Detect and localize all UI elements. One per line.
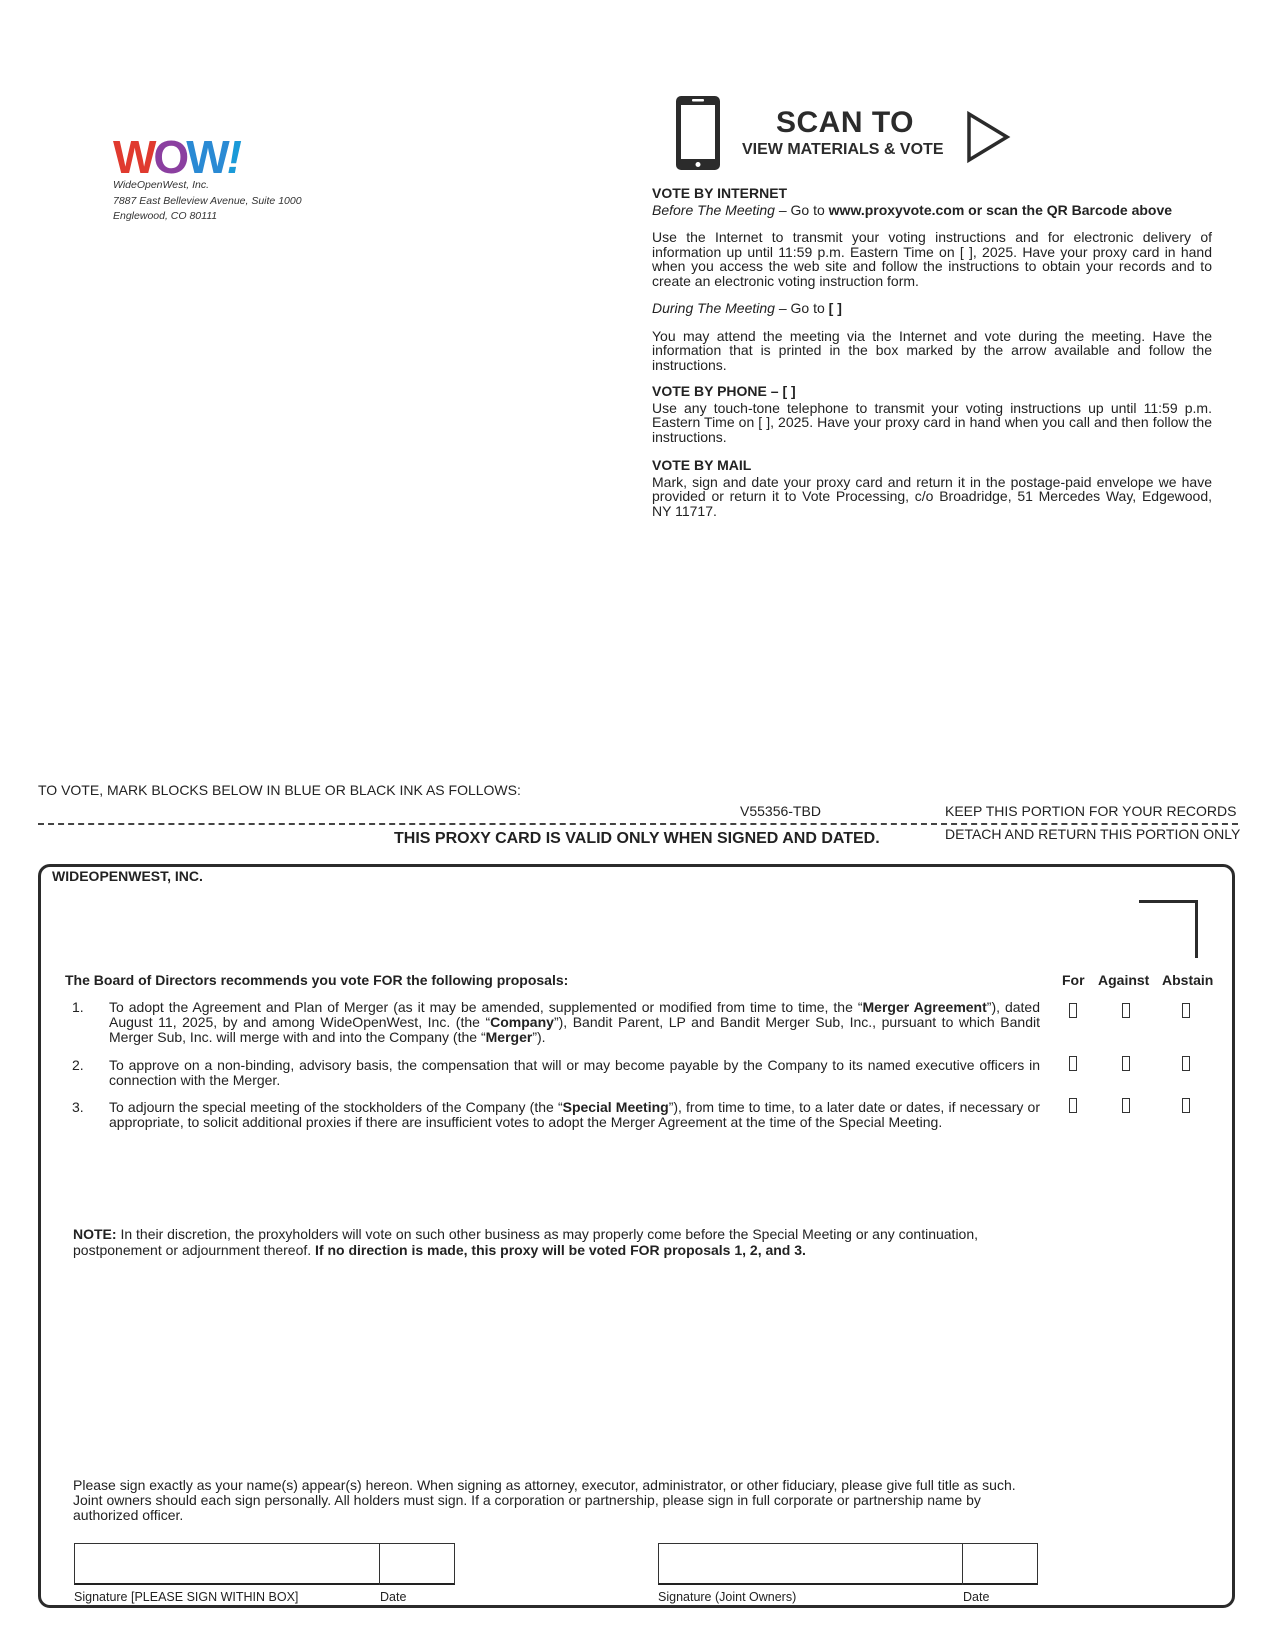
before-meeting-text: Use the Internet to transmit your voting instructions and for electronic delivery of information up until 11:59 p.m. Eastern Time on [ ], 2025. Have your proxy card in hand when you access the web site and follow the instructions to obtain your records and to create an electronic voting instruction form.: [652, 229, 1212, 289]
proposal-text-part: ”), Bandit Parent, LP and Bandit Merger Sub, Inc., pursuant to which Bandit Merger Sub, Inc. will merge with and into the Company (the “: [109, 1014, 1040, 1045]
proposal-text-part: To adopt the Agreement and Plan of Merger (as it may be amended, supplemented or modified from time to time, the “: [109, 999, 863, 1015]
proxyvote-link[interactable]: www.proxyvote.com or scan the QR Barcode above: [828, 201, 1173, 218]
keep-portion-label: KEEP THIS PORTION FOR YOUR RECORDS: [945, 803, 1237, 819]
proposal-2-against-checkbox[interactable]: [1122, 1056, 1130, 1071]
during-meeting-label: During The Meeting: [652, 300, 775, 316]
note-text: In their discretion, the proxyholders will vote on such other business as may properly come before the Special Meeting or any continuation, postponement or adjournment thereof.: [73, 1226, 979, 1258]
before-meeting-line: [652, 203, 1212, 218]
date-divider: [379, 1543, 380, 1585]
vote-phone-section: [652, 384, 1212, 444]
proposal-text-part: ”), dated August 11, 2025, by and among WideOpenWest, Inc. (the “: [109, 999, 1041, 1030]
proposal-text: To approve on a non-binding, advisory basis, the compensation that will or may become payable by the Company to its named executive officers in connection with the Merger.: [109, 1057, 1040, 1088]
proposal-bold-term: Company: [490, 1014, 554, 1030]
company-address: [113, 178, 302, 225]
proposal-3: [72, 1100, 1040, 1130]
valid-notice: THIS PROXY CARD IS VALID ONLY WHEN SIGNED AND DATED.: [394, 830, 880, 847]
scan-subtitle: VIEW MATERIALS & VOTE: [742, 141, 944, 158]
proposal-number: 1.: [72, 999, 84, 1015]
proposal-bold-term: Merger Agreement: [862, 999, 987, 1015]
sign-instructions: Please sign exactly as your name(s) appear(s) hereon. When signing as attorney, executor, administrator, or other fiduciary, please give full title as such. Joint owners should each sign personally. All holders must sign. If a corporation or partnership, please sign in full corporate or partnership name by authorized officer.: [73, 1477, 1016, 1523]
proposal-3-for-checkbox[interactable]: [1069, 1098, 1077, 1113]
proposal-bold-term: Merger: [485, 1029, 533, 1045]
proposal-text-part: To adjourn the special meeting of the stockholders of the Company (the “: [109, 1099, 563, 1115]
mark-blocks-instruction: TO VOTE, MARK BLOCKS BELOW IN BLUE OR BLACK INK AS FOLLOWS:: [38, 782, 521, 798]
before-meeting-dash: – Go to: [774, 201, 829, 218]
vote-mail-heading: VOTE BY MAIL: [652, 457, 752, 473]
column-abstain: Abstain: [1162, 972, 1214, 988]
signature-box[interactable]: [74, 1543, 455, 1585]
marker-corner: [1139, 900, 1198, 958]
vote-internet-section: [652, 186, 1212, 372]
proposal-1-against-checkbox[interactable]: [1122, 1003, 1130, 1018]
column-against: Against: [1098, 972, 1150, 988]
before-meeting-label: Before The Meeting: [652, 201, 775, 218]
proposal-3-against-checkbox[interactable]: [1122, 1098, 1130, 1113]
proposal-1-abstain-checkbox[interactable]: [1182, 1003, 1190, 1018]
column-for: For: [1062, 972, 1085, 988]
detach-dashed-line: [38, 823, 1238, 825]
vote-mail-text: Mark, sign and date your proxy card and return it in the postage-paid envelope we have provided or return it to Vote Processing, c/o Broadridge, 51 Mercedes Way, Edgewood, NY 11717.: [652, 473, 1212, 519]
note-paragraph: [73, 1226, 1013, 1258]
proposal-number: 3.: [72, 1099, 84, 1115]
proposal-3-abstain-checkbox[interactable]: [1182, 1098, 1190, 1113]
during-meeting-dash: – Go to: [774, 300, 829, 316]
board-recommendation: The Board of Directors recommends you vote FOR the following proposals:: [65, 972, 569, 988]
proposal-1: [72, 1000, 1040, 1045]
wow-logo: WOW!: [113, 131, 239, 183]
proposal-bold-term: Special Meeting: [562, 1099, 669, 1115]
during-meeting-line: [652, 301, 1212, 316]
proposal-2-abstain-checkbox[interactable]: [1182, 1056, 1190, 1071]
vote-mail-section: [652, 458, 1212, 518]
signature-label: Signature [PLEASE SIGN WITHIN BOX]: [74, 1590, 299, 1604]
note-label: NOTE:: [73, 1226, 117, 1242]
joint-signature-box[interactable]: [658, 1543, 1038, 1585]
joint-date-divider: [962, 1543, 963, 1585]
date-label: Date: [380, 1590, 407, 1604]
address-line-1: 7887 East Belleview Avenue, Suite 1000: [113, 194, 302, 207]
proposal-number: 2.: [72, 1057, 84, 1073]
joint-date-label: Date: [963, 1590, 990, 1604]
company-name-line: WideOpenWest, Inc.: [113, 179, 210, 191]
play-arrow-icon: [965, 110, 1013, 164]
vote-internet-heading: VOTE BY INTERNET: [652, 185, 788, 201]
proposal-text: [109, 1100, 1040, 1130]
proposal-2: [72, 1058, 1040, 1088]
control-code: V55356-TBD: [740, 803, 821, 819]
card-company-name: WIDEOPENWEST, INC.: [52, 868, 203, 884]
address-line-2: Englewood, CO 80111: [113, 210, 218, 222]
phone-icon: [673, 93, 723, 173]
scan-title: SCAN TO: [776, 106, 914, 139]
during-meeting-link[interactable]: [ ]: [828, 300, 842, 316]
detach-portion-label: DETACH AND RETURN THIS PORTION ONLY: [945, 826, 1241, 842]
proposal-2-for-checkbox[interactable]: [1069, 1056, 1077, 1071]
proposal-1-for-checkbox[interactable]: [1069, 1003, 1077, 1018]
proposal-text-part: ”).: [532, 1029, 546, 1045]
note-bold-text: If no direction is made, this proxy will be voted FOR proposals 1, 2, and 3.: [315, 1242, 806, 1258]
during-meeting-text: You may attend the meeting via the Internet and vote during the meeting. Have the information that is printed in the box marked by the arrow available and follow the instructions.: [652, 327, 1212, 373]
joint-signature-label: Signature (Joint Owners): [658, 1590, 797, 1604]
proposal-text-part: ”), from time to time, to a later date or dates, if necessary or appropriate, to solicit additional proxies if there are insufficient votes to adopt the Merger Agreement at the time of the Special Meeting.: [109, 1099, 1040, 1130]
proposal-text: [109, 1000, 1040, 1045]
vote-phone-heading: VOTE BY PHONE – [ ]: [652, 383, 796, 399]
vote-phone-text: Use any touch-tone telephone to transmit your voting instructions up until 11:59 p.m. Eastern Time on [ ], 2025. Have your proxy card in hand when you call and then follow the instructions.: [652, 399, 1212, 445]
